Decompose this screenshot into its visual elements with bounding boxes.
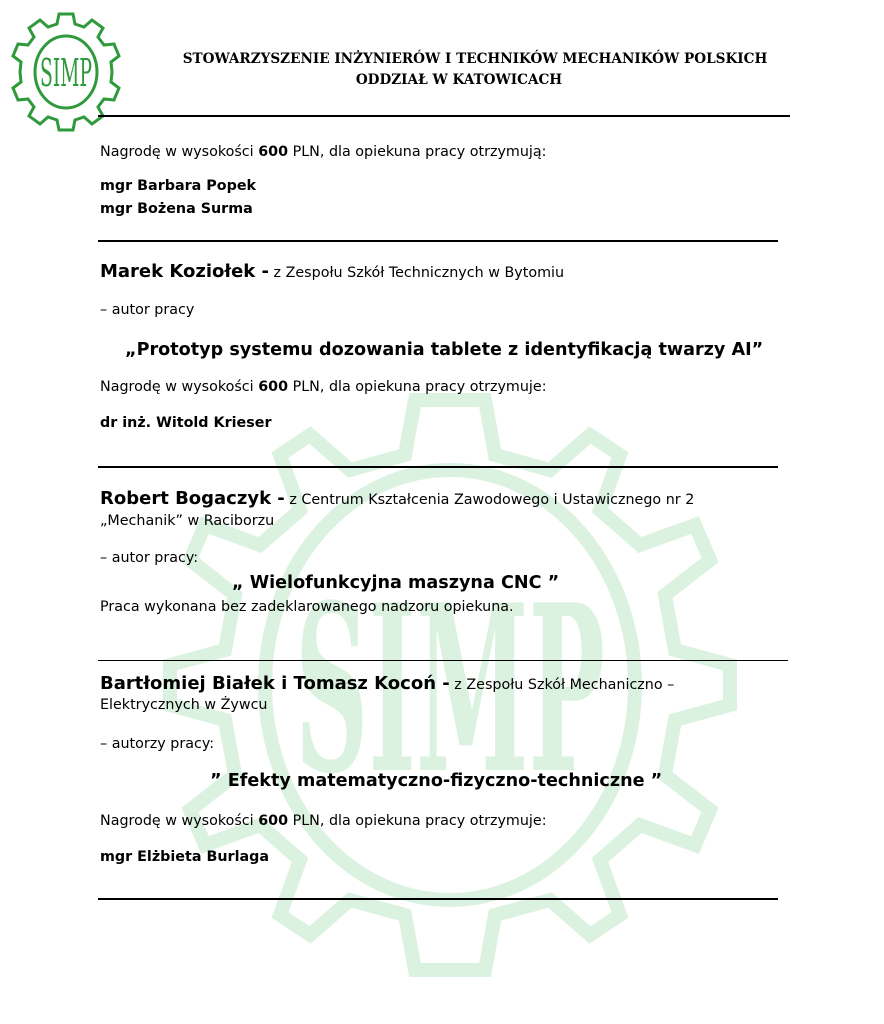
school-name-continued: „Mechanik” w Raciborzu [100,513,275,529]
section-divider [98,466,778,468]
section-divider [98,240,778,242]
section-divider [98,898,778,900]
school-name: z Zespołu Szkół Technicznych w Bytomiu [269,265,565,281]
header-line-1: STOWARZYSZENIE INŻYNIERÓW I TECHNIKÓW MECHANIKÓW POLSKICH [182,51,768,67]
author-role: – autor pracy: [100,550,199,566]
author-name: Bartłomiej Białek i Tomasz Kocoń - [100,673,450,694]
svg-text:SIMP: SIMP [295,555,605,825]
school-name: z Centrum Kształcenia Zawodowego i Ustawicznego nr 2 [284,492,695,508]
author-name: Marek Koziołek - [100,261,269,282]
supervision-note: Praca wykonana bez zadeklarowanego nadzoru opiekuna. [100,599,514,615]
organization-header [140,49,810,91]
school-name: z Zespołu Szkół Mechaniczno – [449,677,675,693]
award-sentence: Nagrodę w wysokości 600 PLN, dla opiekuna pracy otrzymują: [100,144,547,160]
section-divider [98,660,788,661]
author-role: – autor pracy [100,302,195,318]
school-name-continued: Elektrycznych w Żywcu [100,697,268,713]
author-role: – autorzy pracy: [100,736,215,752]
svg-text:SIMP: SIMP [40,51,92,95]
author-line [100,673,674,694]
award-amount: 600 [258,379,289,395]
header-divider [98,115,790,117]
author-name: Robert Bogaczyk - [100,488,285,509]
author-line [100,261,564,282]
award-sentence: Nagrodę w wysokości 600 PLN, dla opiekuna pracy otrzymuje: [100,813,547,829]
work-title: ” Efekty matematyczno-fizyczno-techniczne ” [210,771,663,791]
header-line-2: ODDZIAŁ W KATOWICACH [355,72,563,88]
supervisor-name: dr inż. Witold Krieser [100,415,272,431]
supervisor-name: mgr Bożena Surma [100,201,253,217]
award-amount: 600 [258,144,289,160]
award-amount: 600 [258,813,289,829]
author-line [100,488,694,509]
work-title: „ Wielofunkcyjna maszyna CNC ” [232,573,560,593]
award-sentence: Nagrodę w wysokości 600 PLN, dla opiekuna pracy otrzymuje: [100,379,547,395]
supervisor-name: mgr Elżbieta Burlaga [100,849,269,865]
supervisor-name: mgr Barbara Popek [100,178,257,194]
work-title: „Prototyp systemu dozowania tablete z identyfikacją twarzy AI” [125,340,764,360]
